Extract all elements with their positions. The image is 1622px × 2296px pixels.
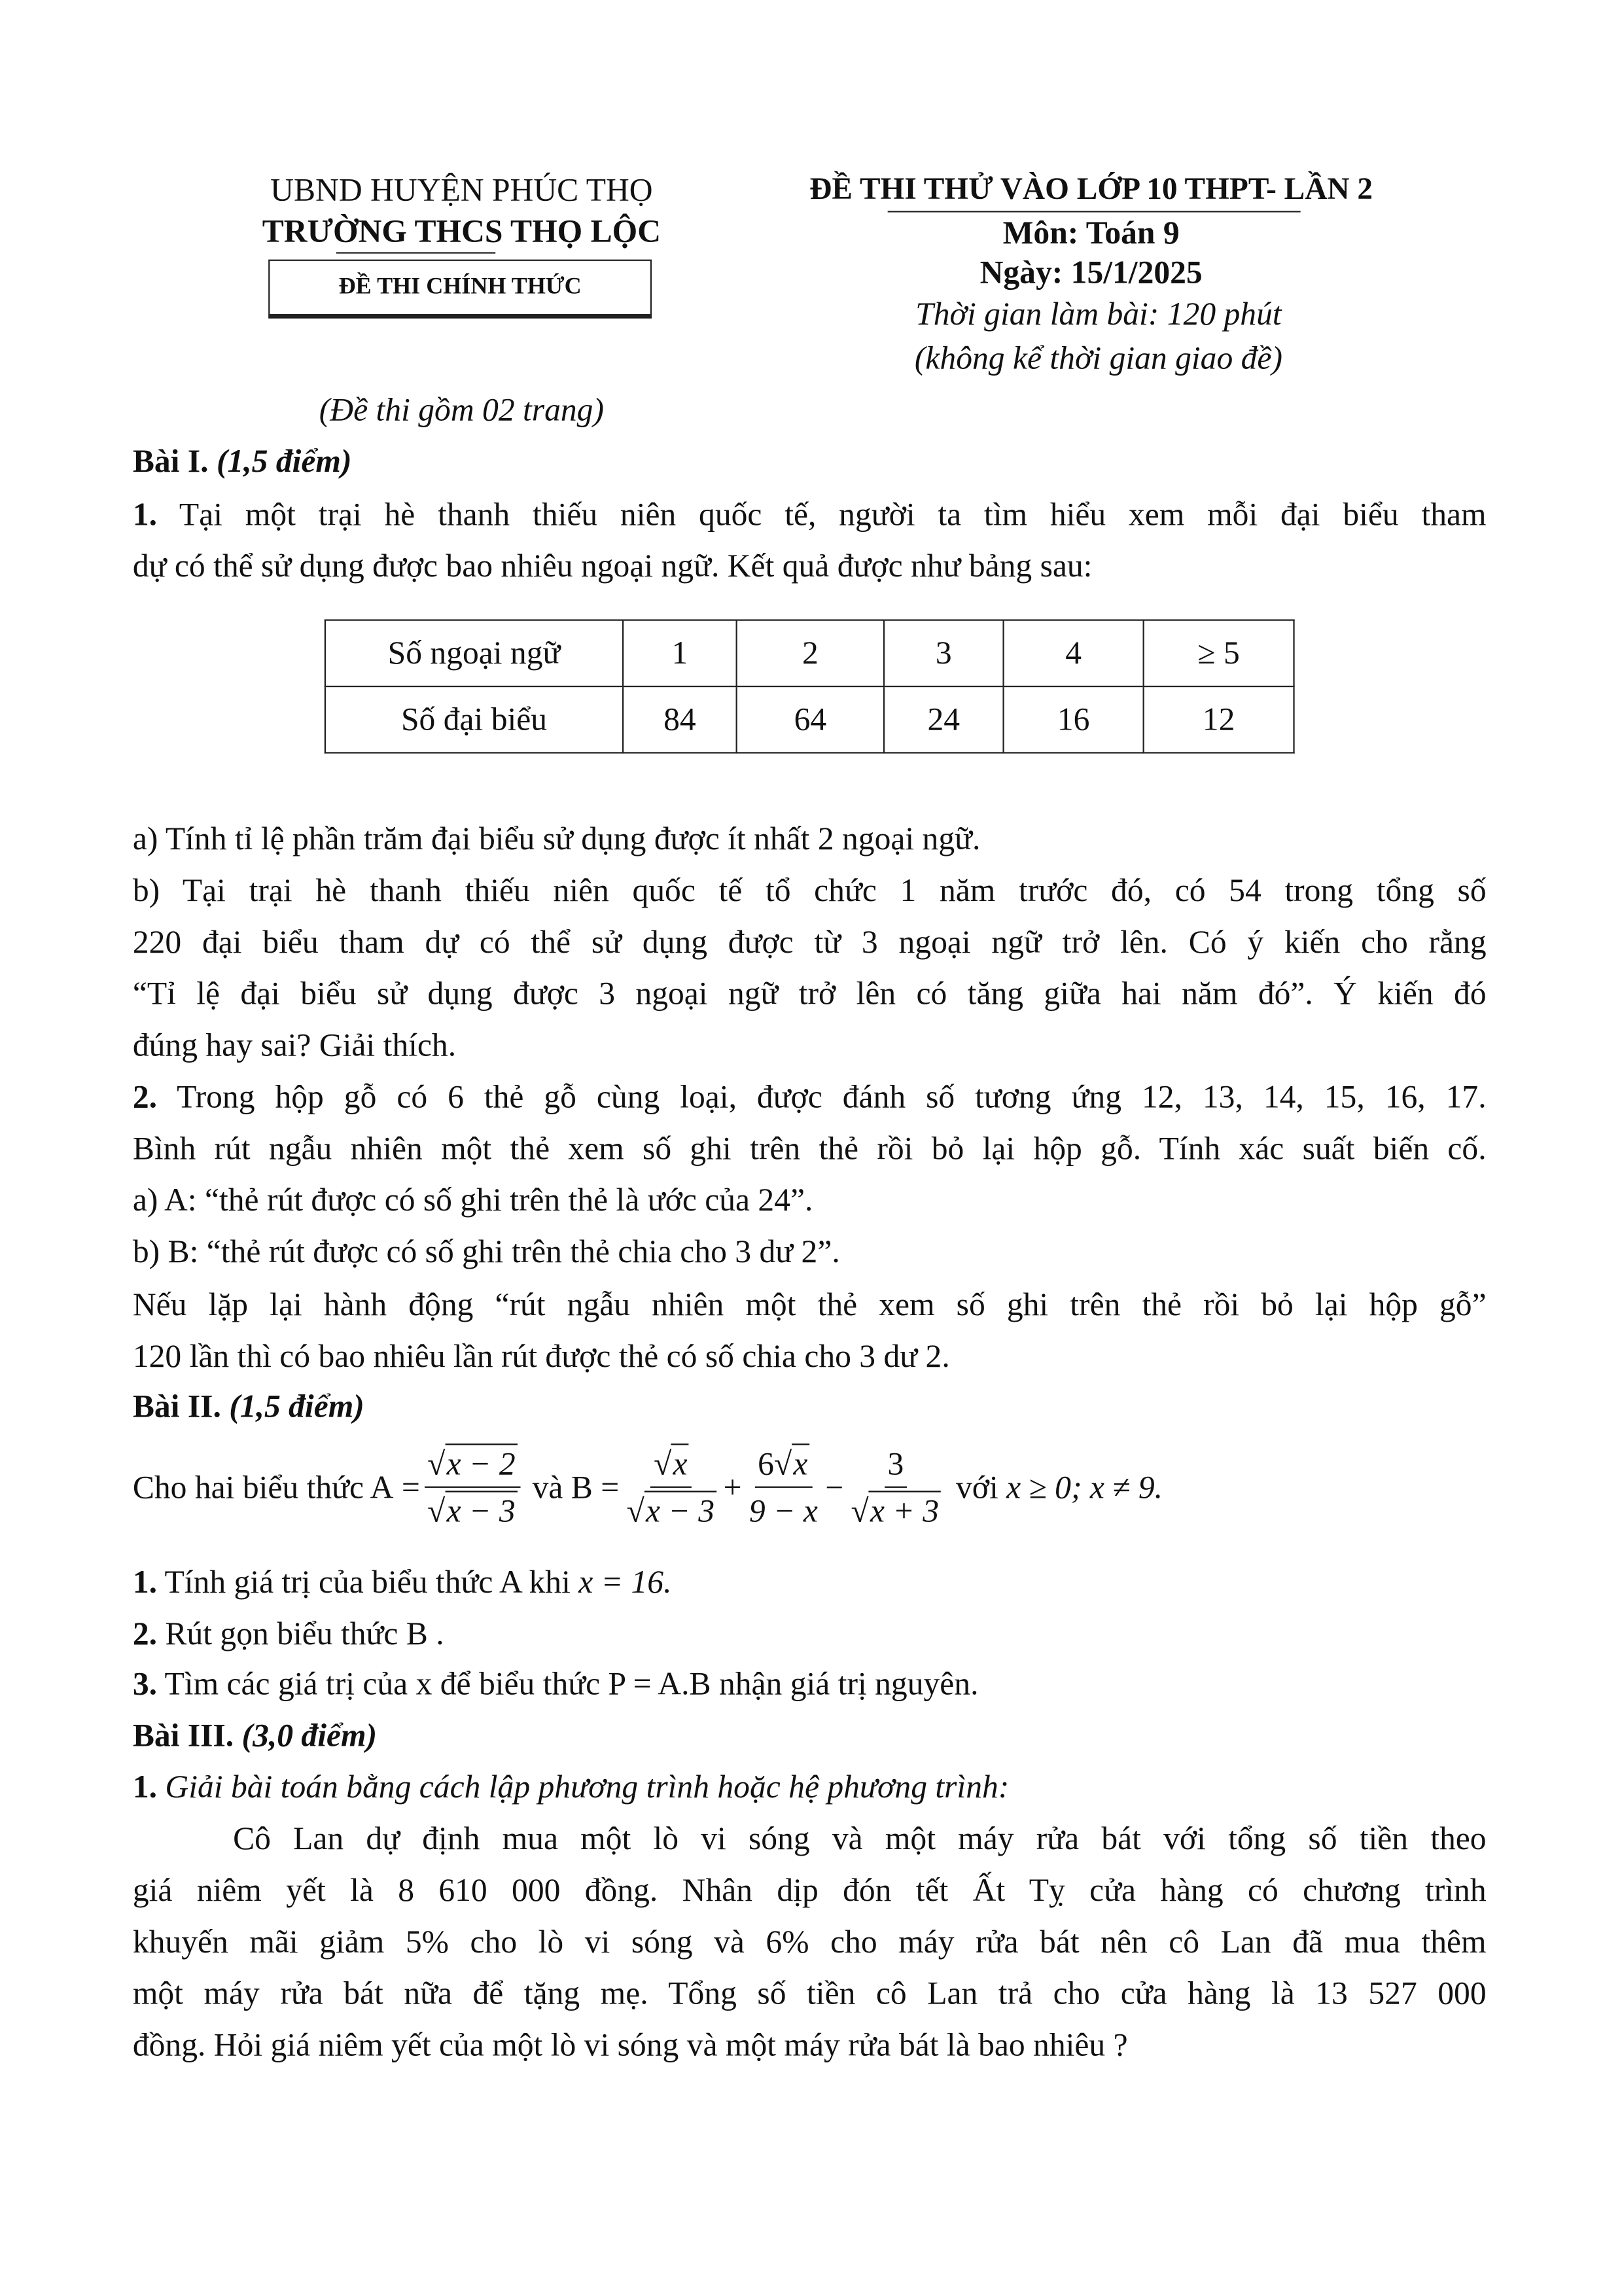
fraction-B1: $\frac{√ x}{√ x - 3}$ xyxy=(624,1445,719,1530)
subject: Môn: Toán 9 xyxy=(1002,213,1180,251)
question-2-3: 3. Tìm các giá trị của x để biểu thức P = A.B nhận giá trị nguyên. xyxy=(132,1665,979,1702)
fraction-B2: $\frac{6√ x}{9 - x}$ xyxy=(746,1445,820,1530)
title-underline xyxy=(888,211,1301,212)
formula-intro: Cho hai biểu thức A xyxy=(132,1468,394,1506)
question-1-2b: b) B: “thẻ rút được có số ghi trên thẻ chia cho 3 dư 2”. xyxy=(132,1233,840,1270)
problem-line: khuyến mãi giảm 5% cho lò vi sóng và 6% cho máy rửa bát nên cô Lan đã mua thêm xyxy=(132,1922,1487,1960)
problem-line: một máy rửa bát nữa để tặng mẹ. Tổng số tiền cô Lan trả cho cửa hàng là 13 527 000 xyxy=(132,1974,1487,2011)
section-1-heading: Bài I. (1,5 điểm) xyxy=(132,442,352,480)
question-1-1b-line: b) Tại trại hè thanh thiếu niên quốc tế tổ chức 1 năm trước đó, có 54 trong tổng số xyxy=(132,871,1487,909)
table-cell: 4 xyxy=(1004,620,1144,686)
section-3-heading: Bài III. (3,0 điểm) xyxy=(132,1716,378,1754)
language-table xyxy=(325,620,1295,754)
table-cell: Số đại biểu xyxy=(325,686,623,752)
expressions-formula: Cho hai biểu thức A = $\frac{√ x - 2}{√ x - 3}$ và B = $\frac{√ x}{√ x - 3}$ + $\frac{6√ x}{9 - x}$ − $\frac{3}{√ x + 3}$ với x ≥ 0; x ≠ 9. xyxy=(133,1445,1163,1530)
table-cell: 24 xyxy=(884,686,1004,752)
exam-date: Ngày: 15/1/2025 xyxy=(979,253,1203,291)
table-cell: 84 xyxy=(623,686,737,752)
pages-note: (Đề thi gồm 02 trang) xyxy=(319,391,604,428)
problem-line: giá niêm yết là 8 610 000 đồng. Nhân dịp đón tết Ất Tỵ cửa hàng có chương trình xyxy=(132,1871,1487,1909)
table-cell: 3 xyxy=(884,620,1004,686)
table-cell: 12 xyxy=(1144,686,1294,752)
school-name: TRƯỜNG THCS THỌ LỘC xyxy=(262,212,661,249)
table-cell: 64 xyxy=(737,686,884,752)
table-cell: ≥ 5 xyxy=(1144,620,1294,686)
duration-note: (không kể thời gian giao đề) xyxy=(914,339,1282,376)
question-2-1: 1. Tính giá trị của biểu thức A khi x = 16. xyxy=(132,1563,672,1600)
question-1-1a: a) Tính tỉ lệ phần trăm đại biểu sử dụng được ít nhất 2 ngoại ngữ. xyxy=(132,820,981,857)
problem-line: Cô Lan dự định mua một lò vi sóng và một máy rửa bát với tổng số tiền theo xyxy=(233,1819,1487,1857)
official-exam-box: ĐỀ THI CHÍNH THỨC xyxy=(268,260,652,319)
fraction-A: $\frac{√ x - 2}{√ x - 3}$ xyxy=(425,1445,520,1530)
question-1-2c-line: Nếu lặp lại hành động “rút ngẫu nhiên một thẻ xem số ghi trên thẻ rồi bỏ lại hộp gỗ” xyxy=(132,1286,1487,1323)
problem-line: đồng. Hỏi giá niêm yết của một lò vi sóng và một máy rửa bát là bao nhiêu ? xyxy=(132,2026,1128,2063)
table-cell: Số ngoại ngữ xyxy=(325,620,623,686)
question-1-2-line: 2. Trong hộp gỗ có 6 thẻ gỗ cùng loại, được đánh số tương ứng 12, 13, 14, 15, 16, 17. xyxy=(132,1078,1487,1115)
formula-with: với xyxy=(955,1468,998,1506)
exam-title: ĐỀ THI THỬ VÀO LỚP 10 THPT- LẦN 2 xyxy=(809,171,1373,207)
formula-and: và B xyxy=(532,1468,593,1506)
exam-duration: Thời gian làm bài: 120 phút xyxy=(915,294,1282,332)
question-1-2-line: Bình rút ngẫu nhiên một thẻ xem số ghi trên thẻ rồi bỏ lại hộp gỗ. Tính xác suất biến cố. xyxy=(132,1129,1487,1167)
question-1-1b-line: 220 đại biểu tham dự có thể sử dụng được từ 3 ngoại ngữ trở lên. Có ý kiến cho rằng xyxy=(132,923,1487,961)
table-row xyxy=(325,686,1294,752)
question-1-1-line: dự có thể sử dụng được bao nhiêu ngoại ngữ. Kết quả được như bảng sau: xyxy=(132,547,1093,584)
question-1-1b-line: đúng hay sai? Giải thích. xyxy=(132,1026,457,1063)
question-3-1-title: 1. Giải bài toán bằng cách lập phương trình hoặc hệ phương trình: xyxy=(132,1768,1010,1805)
question-2-2: 2. Rút gọn biểu thức B . xyxy=(132,1614,444,1652)
table-cell: 1 xyxy=(623,620,737,686)
fraction-B3: $\frac{3}{√ x + 3}$ xyxy=(848,1445,943,1530)
question-1-2a: a) A: “thẻ rút được có số ghi trên thẻ là ước của 24”. xyxy=(132,1181,813,1218)
question-1-1-line: 1. Tại một trại hè thanh thiếu niên quốc tế, người ta tìm hiểu xem mỗi đại biểu tham xyxy=(132,495,1487,533)
school-underline xyxy=(336,252,495,253)
table-cell: 2 xyxy=(737,620,884,686)
section-2-heading: Bài II. (1,5 điểm) xyxy=(132,1387,364,1424)
table-cell: 16 xyxy=(1004,686,1144,752)
formula-condition: x ≥ 0; x ≠ 9. xyxy=(1006,1468,1163,1506)
table-row xyxy=(325,620,1294,686)
question-1-1b-line: “Tỉ lệ đại biểu sử dụng được 3 ngoại ngữ trở lên có tăng giữa hai năm đó”. Ý kiến đó xyxy=(132,974,1487,1012)
district-name: UBND HUYỆN PHÚC THỌ xyxy=(270,171,653,208)
question-1-2c-line: 120 lần thì có bao nhiêu lần rút được thẻ có số chia cho 3 dư 2. xyxy=(132,1337,950,1375)
